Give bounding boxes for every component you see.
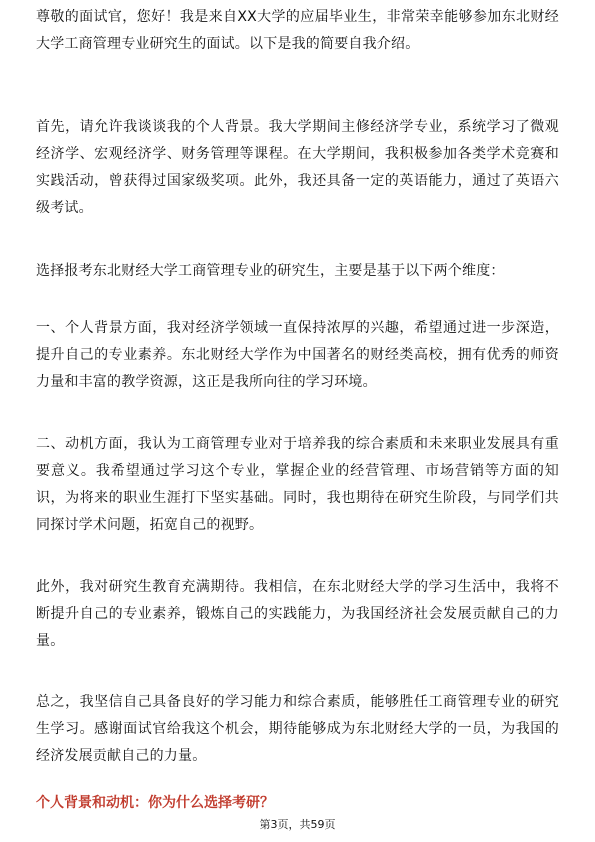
- paragraph-reasons-intro: 选择报考东北财经大学工商管理专业的研究生，主要是基于以下两个维度：: [36, 263, 505, 279]
- paragraph-personal-background: 一、个人背景方面，我对经济学领域一直保持浓厚的兴趣，希望通过进一步深造，提升自己的专业素养。东北财经大学作为中国著名的财经类高校，拥有优秀的师资力量和丰富的教学资源，这正是我所向往的学习环境。: [36, 320, 559, 390]
- paragraph-conclusion: 总之，我坚信自己具备良好的学习能力和综合素质，能够胜任工商管理专业的研究生学习。感谢面试官给我这个机会，期待能够成为东北财经大学的一员，为我国的经济发展贡献自己的力量。: [36, 694, 559, 764]
- page-number: 第3页，共59页: [259, 818, 336, 831]
- paragraph-background: 首先，请允许我谈谈我的个人背景。我大学期间主修经济学专业，系统学习了微观经济学、宏观经济学、财务管理等课程。在大学期间，我积极参加各类学术竞赛和实践活动，曾获得过国家级奖项。此外，我还具备一定的英语能力，通过了英语六级考试。: [36, 119, 559, 216]
- paragraph-expectations: 此外，我对研究生教育充满期待。我相信，在东北财经大学的学习生活中，我将不断提升自己的专业素养，锻炼自己的实践能力，为我国经济社会发展贡献自己的力量。: [36, 579, 559, 649]
- paragraph-motivation: 二、动机方面，我认为工商管理专业对于培养我的综合素质和未来职业发展具有重要意义。我希望通过学习这个专业，掌握企业的经营管理、市场营销等方面的知识，为将来的职业生涯打下坚实基础。同时，我也期待在研究生阶段，与同学们共同探讨学术问题，拓宽自己的视野。: [36, 436, 559, 533]
- next-section-heading: 个人背景和动机：你为什么选择考研？: [36, 795, 274, 811]
- paragraph-greeting: 尊敬的面试官，您好！我是来自XX大学的应届毕业生，非常荣幸能够参加东北财经大学工商管理专业研究生的面试。以下是我的简要自我介绍。: [36, 9, 559, 52]
